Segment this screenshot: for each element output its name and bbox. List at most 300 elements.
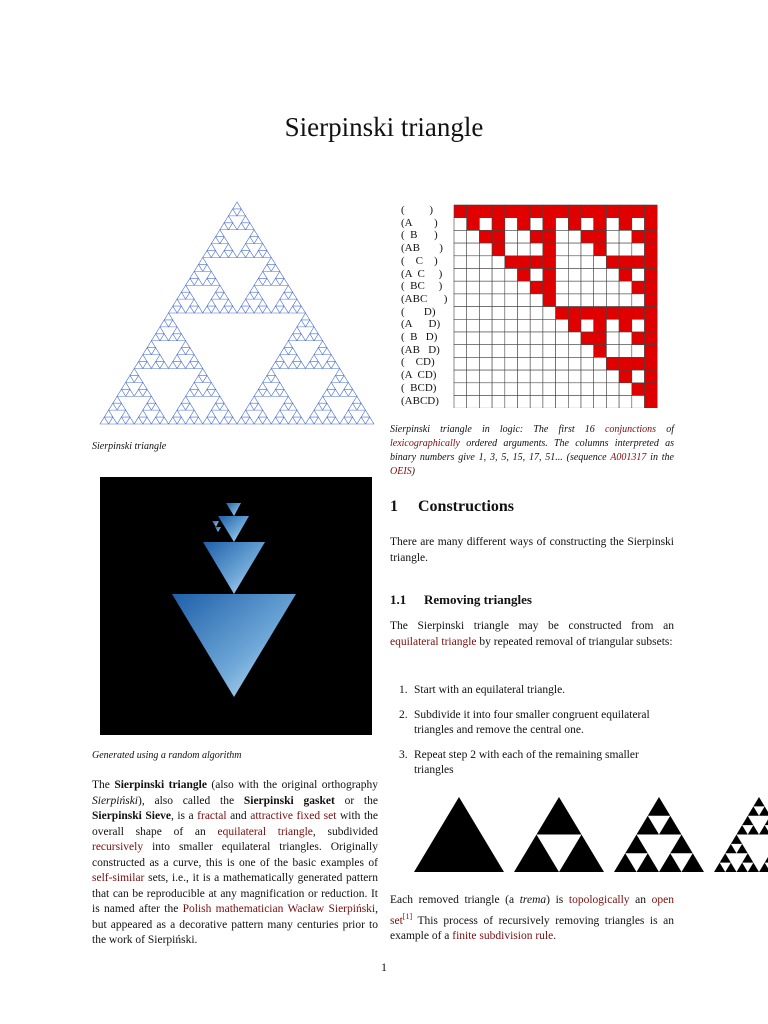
logic-cell	[530, 230, 543, 243]
logic-cell	[505, 357, 518, 370]
logic-cell	[619, 319, 632, 332]
subsection-heading-removing-triangles: 1.1 Removing triangles	[390, 592, 532, 607]
logic-cell	[530, 357, 543, 370]
logic-cell	[530, 396, 543, 409]
logic-cell	[492, 243, 505, 256]
logic-cell	[645, 269, 658, 282]
logic-caption: Sierpinski triangle in logic: The first 16 conjunctions of lexicographically ordered arguments. The columns interpreted as binary numbers give 1, 3, 5, 15, 17, 51... (sequence A001317 in the OEIS)	[390, 424, 674, 477]
logic-cell	[543, 256, 556, 269]
gasket-caption: Sierpinski triangle	[92, 441, 167, 452]
logic-cell	[530, 332, 543, 345]
logic-cell	[594, 205, 607, 218]
logic-cell	[556, 230, 569, 243]
removing-intro-paragraph: The Sierpinski triangle may be constructed from an equilateral triangle by repeated removal of triangular subsets:	[390, 620, 674, 648]
random-algorithm-image	[100, 477, 372, 735]
logic-cell	[467, 332, 480, 345]
logic-cell	[568, 396, 581, 409]
logic-cell	[556, 218, 569, 231]
logic-cell	[454, 396, 467, 409]
logic-cell	[619, 357, 632, 370]
logic-cell	[518, 205, 531, 218]
logic-cell	[492, 396, 505, 409]
logic-cell	[632, 307, 645, 320]
logic-cell	[568, 345, 581, 358]
logic-cell	[518, 396, 531, 409]
removal-steps-list	[390, 683, 674, 788]
logic-cell	[530, 383, 543, 396]
logic-cell	[556, 294, 569, 307]
logic-cell	[645, 345, 658, 358]
logic-cell	[543, 230, 556, 243]
constructions-paragraph: There are many different ways of constructing the Sierpinski triangle.	[390, 536, 674, 564]
logic-cell	[505, 218, 518, 231]
logic-cell	[543, 383, 556, 396]
logic-cell	[645, 383, 658, 396]
logic-cell	[479, 383, 492, 396]
logic-cell	[581, 281, 594, 294]
term-sierpinski-sieve: Sierpinski Sieve	[92, 810, 171, 822]
logic-cell	[467, 345, 480, 358]
logic-cell	[556, 332, 569, 345]
logic-cell	[645, 357, 658, 370]
logic-row-label: (ABC )	[401, 292, 448, 305]
logic-cell	[479, 294, 492, 307]
logic-cell	[467, 396, 480, 409]
logic-cell	[632, 205, 645, 218]
logic-cell	[645, 370, 658, 383]
logic-cell	[556, 269, 569, 282]
logic-cell	[645, 332, 658, 345]
logic-cell	[632, 230, 645, 243]
logic-cell	[606, 319, 619, 332]
logic-cell	[479, 230, 492, 243]
logic-cell	[454, 345, 467, 358]
logic-cell	[581, 332, 594, 345]
logic-cell	[619, 383, 632, 396]
logic-cell	[581, 256, 594, 269]
logic-cell	[543, 307, 556, 320]
logic-cell	[530, 307, 543, 320]
logic-cell	[581, 218, 594, 231]
logic-cell	[530, 319, 543, 332]
logic-cell	[632, 319, 645, 332]
logic-cell	[454, 370, 467, 383]
logic-cell	[454, 307, 467, 320]
logic-cell	[606, 370, 619, 383]
logic-cell	[645, 230, 658, 243]
logic-cell	[518, 269, 531, 282]
logic-cell	[518, 319, 531, 332]
logic-row-label: ( CD)	[401, 356, 435, 369]
logic-cell	[479, 345, 492, 358]
logic-cell	[492, 357, 505, 370]
logic-row-label: ( D)	[401, 305, 436, 318]
logic-cell	[492, 269, 505, 282]
logic-cell	[581, 383, 594, 396]
logic-cell	[568, 307, 581, 320]
logic-cell	[505, 230, 518, 243]
logic-cell	[505, 205, 518, 218]
logic-cell	[492, 256, 505, 269]
logic-cell	[454, 269, 467, 282]
logic-cell	[594, 243, 607, 256]
logic-cell	[454, 332, 467, 345]
logic-cell	[568, 230, 581, 243]
logic-cell	[505, 370, 518, 383]
logic-cell	[479, 269, 492, 282]
logic-cell	[543, 319, 556, 332]
logic-cell	[492, 307, 505, 320]
logic-cell	[556, 281, 569, 294]
logic-cell	[619, 205, 632, 218]
logic-cell	[632, 218, 645, 231]
logic-cell	[556, 396, 569, 409]
intro-paragraph: The Sierpinski triangle (also with the original orthography Sierpiński), also called the Sierpinski gasket or the Sierpinski Sieve, is a fractal and attractive fixed set with the overall shape of an equilateral triangle, subdivided recursively into smaller equilateral triangles. Originally constructed as a curve, this is one of the basic examples of self-similar sets, i.e., it is a mathematically generated pattern that can be reproducible at any magnification or reduction. It is named after the Polish mathematician Wacław Sierpiński, but appeared as a decorative pattern many centuries prior to the work of Sierpiński.	[92, 779, 379, 946]
list-item: 1. Start with an equilateral triangle.	[399, 684, 566, 696]
citation-1[interactable]: [1]	[402, 911, 413, 921]
list-item: 3. Repeat step 2 with each of the remaining smaller triangles	[399, 748, 639, 776]
logic-cell	[632, 332, 645, 345]
logic-cell	[543, 269, 556, 282]
logic-cell	[594, 319, 607, 332]
logic-cell	[632, 256, 645, 269]
logic-cell	[645, 243, 658, 256]
logic-cell	[556, 383, 569, 396]
logic-cell	[568, 383, 581, 396]
logic-cell	[505, 332, 518, 345]
logic-cell	[606, 307, 619, 320]
logic-cell	[530, 205, 543, 218]
random-algorithm-caption: Generated using a random algorithm	[92, 750, 242, 761]
logic-row-label: (AB )	[401, 242, 443, 255]
logic-cell	[467, 294, 480, 307]
logic-cell	[645, 319, 658, 332]
logic-cell	[518, 294, 531, 307]
logic-cell	[479, 307, 492, 320]
logic-grid	[453, 204, 668, 408]
link-recursively[interactable]: recursively	[92, 841, 144, 853]
logic-row-label: ( BC )	[401, 280, 443, 293]
logic-cell	[568, 218, 581, 231]
logic-cell	[568, 256, 581, 269]
logic-cell	[505, 345, 518, 358]
logic-cell	[467, 256, 480, 269]
logic-cell	[467, 357, 480, 370]
link-equilateral-triangle[interactable]: equilateral triangle	[217, 825, 313, 838]
logic-cell	[619, 396, 632, 409]
logic-cell	[454, 230, 467, 243]
link-self-similar[interactable]: self-similar	[92, 872, 145, 884]
logic-cell	[645, 396, 658, 409]
logic-cell	[632, 269, 645, 282]
logic-cell	[556, 243, 569, 256]
logic-cell	[568, 332, 581, 345]
logic-cell	[479, 256, 492, 269]
logic-cell	[632, 396, 645, 409]
logic-cell	[594, 307, 607, 320]
logic-cell	[543, 345, 556, 358]
link-conjunctions[interactable]: conjunctions	[604, 424, 657, 435]
logic-cell	[606, 281, 619, 294]
logic-cell	[518, 370, 531, 383]
logic-cell	[518, 230, 531, 243]
logic-cell	[581, 396, 594, 409]
logic-cell	[543, 218, 556, 231]
logic-cell	[518, 307, 531, 320]
logic-cell	[594, 332, 607, 345]
logic-cell	[619, 218, 632, 231]
logic-cell	[492, 345, 505, 358]
logic-cell	[581, 345, 594, 358]
logic-cell	[594, 294, 607, 307]
page-number: 1	[381, 960, 387, 974]
logic-cell	[467, 370, 480, 383]
logic-cell	[594, 357, 607, 370]
logic-cell	[454, 243, 467, 256]
sierpinski-gasket-image	[92, 198, 382, 430]
logic-cell	[556, 307, 569, 320]
logic-row-label: (A D)	[401, 318, 441, 331]
logic-cell	[594, 218, 607, 231]
logic-cell	[505, 256, 518, 269]
logic-cell	[619, 345, 632, 358]
logic-cell	[530, 345, 543, 358]
logic-cell	[543, 332, 556, 345]
logic-cell	[454, 357, 467, 370]
logic-cell	[454, 205, 467, 218]
logic-cell	[530, 269, 543, 282]
logic-row-label: (A )	[401, 216, 438, 229]
logic-cell	[454, 383, 467, 396]
logic-cell	[581, 294, 594, 307]
logic-cell	[505, 396, 518, 409]
logic-cell	[454, 294, 467, 307]
logic-cell	[645, 205, 658, 218]
logic-cell	[619, 281, 632, 294]
logic-row-label: (A CD)	[401, 369, 437, 382]
logic-cell	[581, 307, 594, 320]
logic-cell	[543, 357, 556, 370]
logic-cell	[619, 269, 632, 282]
section-heading-constructions: 1 Constructions	[390, 498, 515, 515]
logic-cell	[492, 319, 505, 332]
logic-row-label: (AB D)	[401, 343, 440, 356]
logic-cell	[505, 319, 518, 332]
logic-cell	[645, 256, 658, 269]
logic-cell	[581, 230, 594, 243]
link-fractal[interactable]: fractal	[197, 810, 227, 822]
logic-cell	[594, 383, 607, 396]
logic-row-label: ( C )	[401, 254, 438, 267]
logic-cell	[518, 332, 531, 345]
sierpinski-gasket-figure	[92, 198, 382, 430]
logic-cell	[632, 370, 645, 383]
logic-row-label: (A C )	[401, 267, 443, 280]
logic-cell	[518, 281, 531, 294]
logic-cell	[556, 370, 569, 383]
logic-cell	[619, 230, 632, 243]
logic-cell	[619, 294, 632, 307]
logic-cell	[505, 307, 518, 320]
logic-cell	[568, 205, 581, 218]
logic-cell	[518, 345, 531, 358]
logic-cell	[594, 281, 607, 294]
logic-cell	[632, 357, 645, 370]
logic-cell	[479, 218, 492, 231]
logic-cell	[467, 281, 480, 294]
logic-cell	[594, 345, 607, 358]
logic-cell	[467, 383, 480, 396]
logic-cell	[530, 370, 543, 383]
logic-cell	[606, 332, 619, 345]
logic-cell	[645, 294, 658, 307]
logic-cell	[530, 256, 543, 269]
logic-cell	[492, 205, 505, 218]
logic-cell	[606, 256, 619, 269]
logic-cell	[632, 345, 645, 358]
link-topologically[interactable]: topologically	[568, 894, 630, 906]
logic-cell	[467, 243, 480, 256]
iteration-steps-image	[414, 796, 768, 874]
logic-cell	[467, 307, 480, 320]
logic-cell	[594, 370, 607, 383]
logic-cell	[581, 243, 594, 256]
logic-cell	[467, 319, 480, 332]
list-item: 2. Subdivide it into four smaller congruent equilateral triangles and remove the central one.	[399, 708, 650, 736]
logic-cell	[581, 269, 594, 282]
link-polish-mathematician[interactable]: Polish mathematician	[182, 903, 284, 915]
link-waclaw-sierpinski[interactable]: Wacław Sierpiński	[287, 903, 376, 915]
logic-cell	[606, 396, 619, 409]
logic-cell	[632, 383, 645, 396]
logic-cell	[479, 396, 492, 409]
logic-cell	[505, 281, 518, 294]
logic-cell	[606, 243, 619, 256]
logic-cell	[632, 243, 645, 256]
logic-cell	[454, 218, 467, 231]
logic-cell	[556, 319, 569, 332]
logic-cell	[518, 218, 531, 231]
logic-cell	[479, 243, 492, 256]
logic-cell	[479, 281, 492, 294]
logic-cell	[568, 294, 581, 307]
logic-row-label: ( B D)	[401, 331, 438, 344]
logic-cell	[543, 294, 556, 307]
logic-cell	[530, 294, 543, 307]
logic-cell	[645, 218, 658, 231]
logic-row-label: (ABCD)	[401, 394, 439, 407]
logic-cell	[606, 230, 619, 243]
logic-cell	[568, 243, 581, 256]
logic-cell	[479, 332, 492, 345]
link-oeis[interactable]: OEIS	[390, 466, 412, 477]
logic-cell	[518, 243, 531, 256]
logic-cell	[530, 243, 543, 256]
iteration-figures	[414, 796, 768, 874]
logic-cell	[568, 269, 581, 282]
logic-cell	[492, 230, 505, 243]
logic-cell	[581, 319, 594, 332]
logic-cell	[632, 294, 645, 307]
logic-cell	[606, 383, 619, 396]
logic-cell	[581, 205, 594, 218]
logic-cell	[505, 269, 518, 282]
logic-cell	[645, 307, 658, 320]
logic-cell	[594, 269, 607, 282]
logic-row-labels	[401, 204, 453, 407]
link-a001317[interactable]: A001317	[610, 452, 647, 463]
logic-cell	[594, 230, 607, 243]
logic-cell	[479, 205, 492, 218]
logic-cell	[543, 205, 556, 218]
logic-cell	[543, 396, 556, 409]
logic-cell	[518, 256, 531, 269]
logic-cell	[568, 281, 581, 294]
logic-cell	[619, 332, 632, 345]
logic-cell	[543, 243, 556, 256]
logic-cell	[556, 205, 569, 218]
logic-row-label: ( )	[401, 204, 434, 216]
logic-cell	[492, 383, 505, 396]
link-attractive-fixed-set[interactable]: attractive fixed set	[250, 810, 337, 822]
link-open-set[interactable]: open set	[390, 894, 675, 927]
logic-cell	[645, 281, 658, 294]
link-finite-subdivision-rule[interactable]: finite subdivision rule	[452, 929, 554, 942]
logic-cell	[454, 256, 467, 269]
logic-cell	[467, 269, 480, 282]
link-equilateral-triangle-2[interactable]: equilateral triangle	[390, 635, 477, 648]
logic-cell	[556, 345, 569, 358]
logic-cell	[454, 319, 467, 332]
logic-cell	[518, 383, 531, 396]
logic-cell	[619, 243, 632, 256]
logic-cell	[606, 345, 619, 358]
logic-cell	[606, 218, 619, 231]
logic-cell	[530, 281, 543, 294]
logic-cell	[530, 218, 543, 231]
logic-cell	[454, 281, 467, 294]
link-lexicographically[interactable]: lexicographically	[390, 438, 460, 449]
logic-cell	[505, 243, 518, 256]
logic-cell	[556, 357, 569, 370]
logic-cell	[594, 256, 607, 269]
logic-cell	[568, 370, 581, 383]
logic-cell	[632, 281, 645, 294]
logic-cell	[556, 256, 569, 269]
logic-cell	[606, 269, 619, 282]
logic-cell	[492, 294, 505, 307]
random-algorithm-figure	[100, 477, 372, 735]
logic-cell	[619, 370, 632, 383]
logic-cell	[479, 357, 492, 370]
logic-table-figure	[393, 204, 673, 410]
logic-cell	[619, 256, 632, 269]
logic-cell	[492, 370, 505, 383]
logic-cell	[568, 319, 581, 332]
logic-cell	[505, 383, 518, 396]
logic-cell	[581, 370, 594, 383]
logic-cell	[619, 307, 632, 320]
logic-cell	[492, 281, 505, 294]
logic-cell	[505, 294, 518, 307]
logic-cell	[581, 357, 594, 370]
logic-cell	[479, 370, 492, 383]
logic-row-label: ( B )	[401, 229, 438, 242]
logic-cell	[467, 205, 480, 218]
logic-cell	[606, 205, 619, 218]
logic-cell	[492, 218, 505, 231]
logic-cell	[543, 370, 556, 383]
